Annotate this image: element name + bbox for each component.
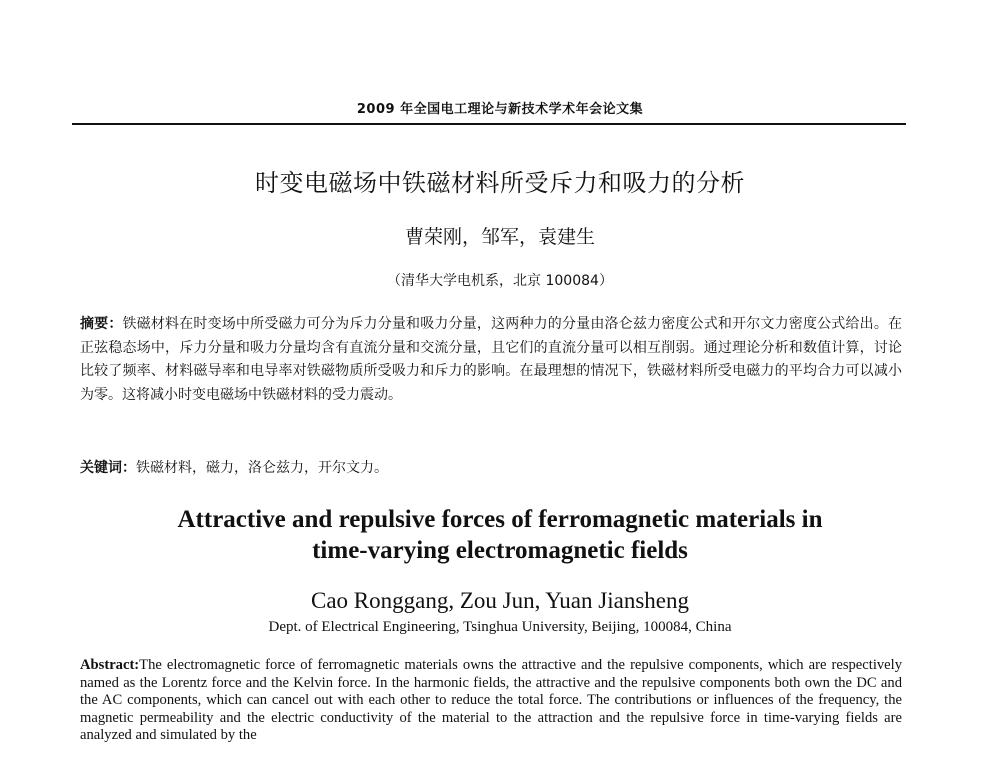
english-title-line-1: Attractive and repulsive forces of ferromagnetic materials in: [177, 506, 823, 533]
proceedings-header: 2009 年全国电工理论与新技术学术年会论文集: [356, 102, 644, 117]
english-title: [0, 504, 1000, 566]
english-abstract: [80, 657, 902, 745]
chinese-affiliation: （清华大学电机系，北京 100084）: [387, 273, 613, 289]
english-affiliation: Dept. of Electrical Engineering, Tsinghua University, Beijing, 100084, China: [268, 619, 732, 635]
english-title-line-2: time-varying electromagnetic fields: [312, 537, 688, 564]
chinese-abstract: [80, 313, 902, 407]
chinese-title: 时变电磁场中铁磁材料所受斥力和吸力的分析: [255, 169, 745, 197]
english-abstract-text: The electromagnetic force of ferromagnetic materials owns the attractive and the repulsive components, which are respectively named as the Lorentz force and the Kelvin force. In the harmonic fields, the attractive and the repulsive components both own the DC and the AC components, which can cancel out with each other to reduce the total force. The contributions or influences of the frequency, the magnetic permeability and the electric conductivity of the material to the attraction and the repulsive force in time-varying fields are analyzed and simulated by the: [80, 657, 902, 743]
chinese-abstract-text: 铁磁材料在时变场中所受磁力可分为斥力分量和吸力分量，这两种力的分量由洛仑兹力密度公式和开尔文力密度公式给出。在正弦稳态场中，斥力分量和吸力分量均含有直流分量和交流分量，且它们的直流分量可以相互削弱。通过理论分析和数值计算，讨论比较了频率、材料磁导率和电导率对铁磁物质所受吸力和斥力的影响。在最理想的情况下，铁磁材料所受电磁力的平均合力可以减小为零。这将减小时变电磁场中铁磁材料的受力震动。: [80, 316, 903, 403]
chinese-keywords-label: 关键词：: [80, 460, 136, 476]
chinese-authors: 曹荣刚，邹军，袁建生: [404, 226, 595, 248]
english-abstract-label: Abstract:: [80, 657, 140, 673]
english-authors: Cao Ronggang, Zou Jun, Yuan Jiansheng: [311, 588, 689, 613]
chinese-keywords: [80, 457, 902, 480]
header-rule: [72, 123, 906, 125]
chinese-keywords-text: 铁磁材料，磁力，洛仑兹力，开尔文力。: [136, 460, 388, 476]
chinese-abstract-label: 摘要：: [80, 316, 123, 332]
